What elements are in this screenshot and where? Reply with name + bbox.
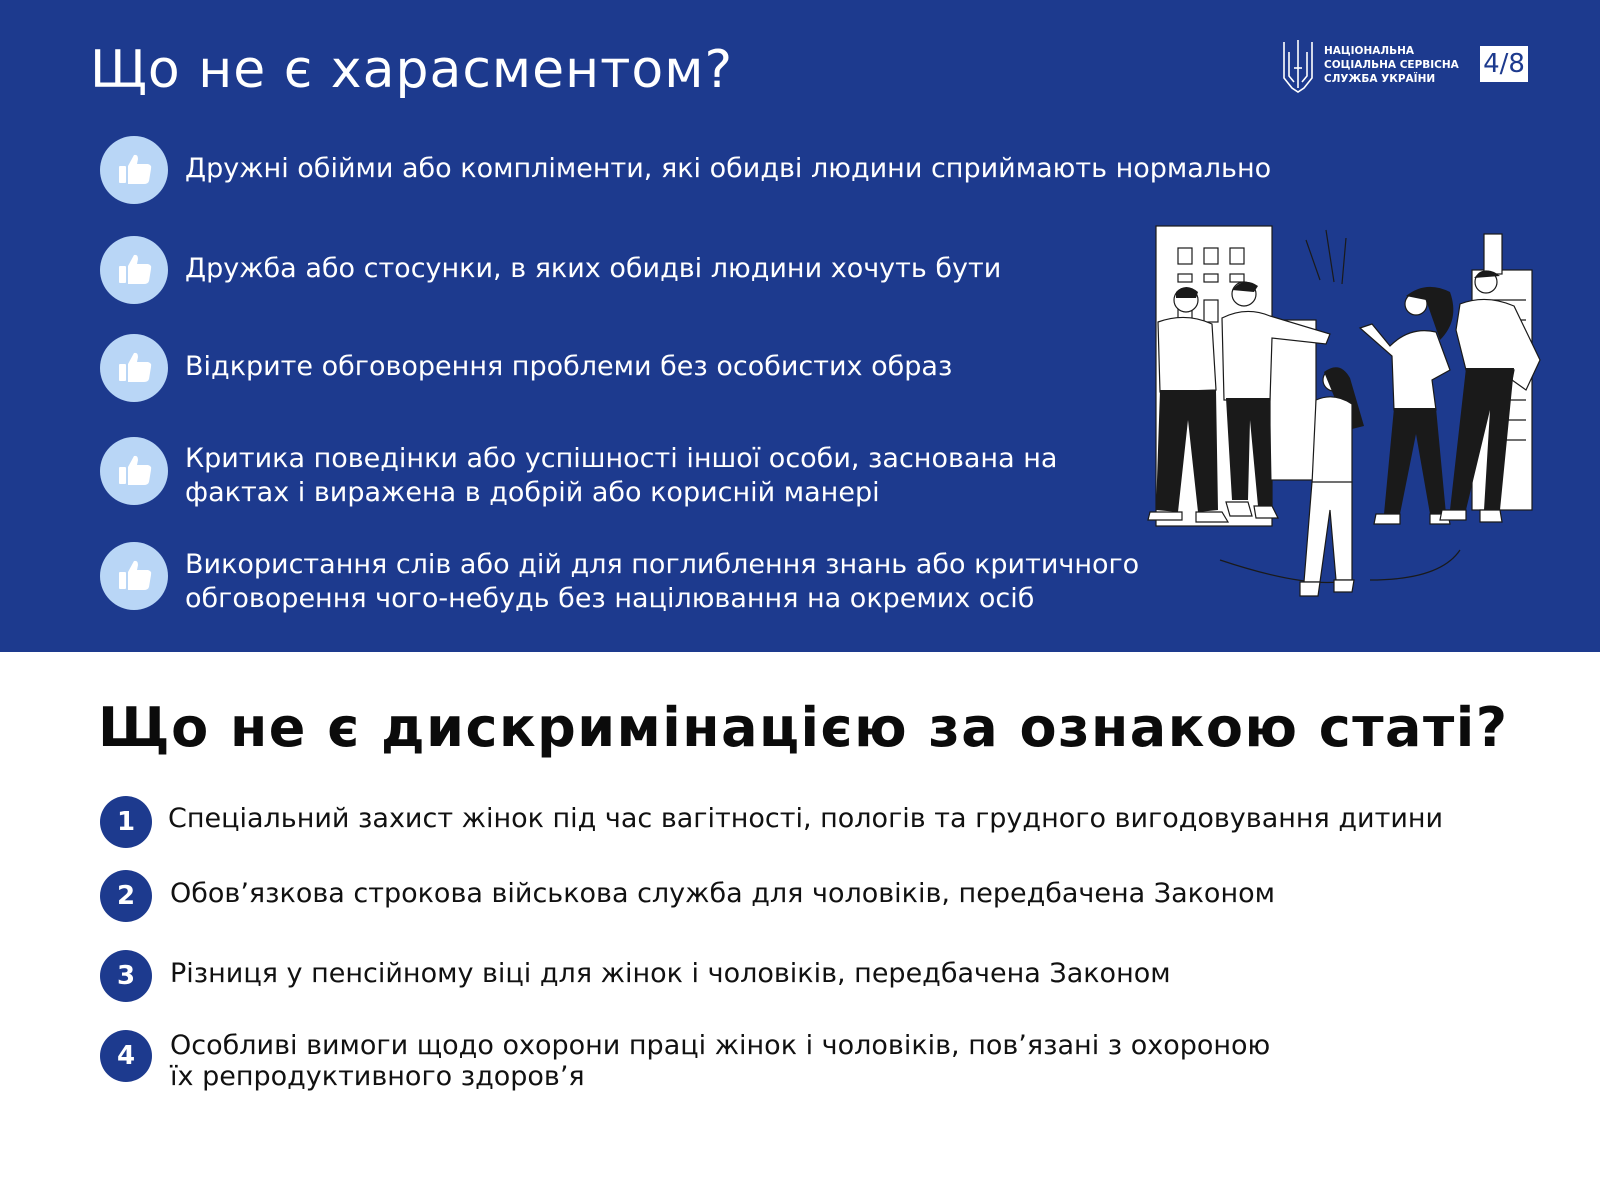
harassment-item-text: Дружні обійми або компліменти, які обидві людини сприймають нормально (185, 153, 1272, 184)
thumbs-up-icon (100, 437, 168, 505)
person-4 (1360, 287, 1453, 524)
harassment-item (100, 542, 1220, 612)
harassment-item-text: Відкрите обговорення проблеми без особистих образ (185, 351, 953, 382)
number-badge: 3 (100, 950, 152, 1002)
text-line: Критика поведінки або успішності іншої особи, заснована на (185, 443, 1058, 474)
logo-line: НАЦІОНАЛЬНА (1324, 45, 1415, 57)
harassment-item (100, 136, 1272, 206)
people-illustration (1120, 220, 1590, 620)
discrimination-item-text: Спеціальний захист жінок під час вагітності, пологів та грудного вигодовування дитини (168, 803, 1444, 834)
nsss-logo (1280, 38, 1460, 98)
discrimination-title: Що не є дискримінацією за ознакою статі? (98, 696, 1509, 759)
text-line: Особливі вимоги щодо охорони праці жінок і чоловіків, пов’язані з охороною (170, 1030, 1271, 1061)
text-line: Використання слів або дій для поглиблення знань або критичного (185, 549, 1140, 580)
number-badge: 1 (100, 796, 152, 848)
harassment-item-text (185, 442, 1057, 510)
text-line: обговорення чого-небудь без націлювання на окремих осіб (185, 583, 1035, 614)
text-line: їх репродуктивного здоров’я (170, 1061, 585, 1092)
harassment-item (100, 437, 1220, 507)
thumbs-up-icon (100, 136, 168, 204)
harassment-item (100, 334, 1220, 404)
trident-icon (1280, 38, 1316, 94)
discrimination-item-text: Обов’язкова строкова військова служба для чоловіків, передбачена Законом (170, 878, 1275, 909)
harassment-item-text (185, 548, 1139, 616)
logo-line: СЛУЖБА УКРАЇНИ (1324, 73, 1436, 85)
discrimination-item-text (170, 1030, 1270, 1092)
thumbs-up-icon (100, 236, 168, 304)
harassment-item-text: Дружба або стосунки, в яких обидві людини хочуть бути (185, 253, 1002, 284)
harassment-item (100, 236, 1220, 306)
harassment-title: Що не є харасментом? (90, 40, 734, 100)
thumbs-up-icon (100, 542, 168, 610)
number-badge: 4 (100, 1030, 152, 1082)
discrimination-item-text: Різниця у пенсійному віці для жінок і чоловіків, передбачена Законом (170, 958, 1171, 989)
text-line: фактах і виражена в добрій або корисній манері (185, 477, 880, 508)
page-indicator: 4/8 (1480, 46, 1528, 82)
thumbs-up-icon (100, 334, 168, 402)
logo-text (1324, 44, 1484, 86)
number-badge: 2 (100, 870, 152, 922)
logo-line: СОЦІАЛЬНА СЕРВІСНА (1324, 59, 1459, 71)
